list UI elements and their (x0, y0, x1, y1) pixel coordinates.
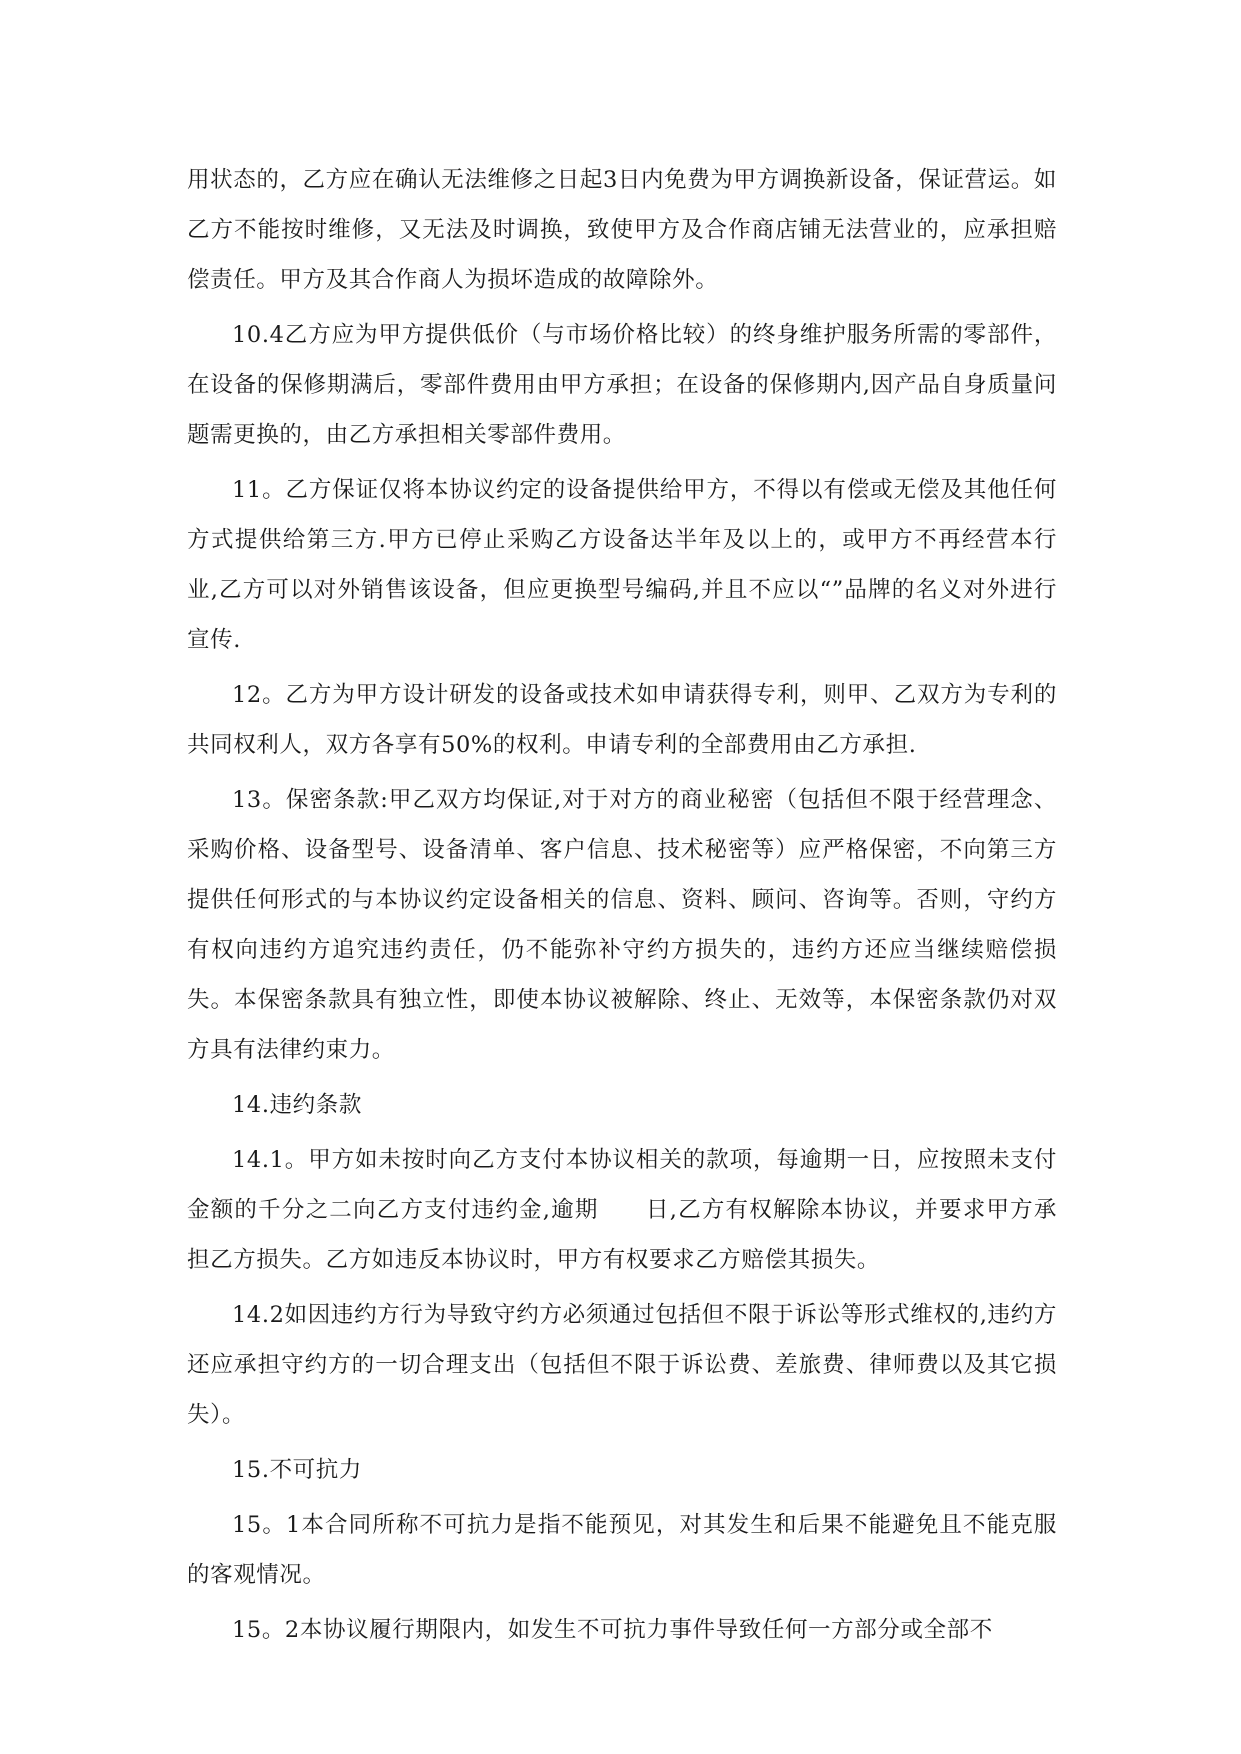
paragraph-14-2: 14.2如因违约方行为导致守约方必须通过包括但不限于诉讼等形式维权的,违约方还应承担守约方的一切合理支出（包括但不限于诉讼费、差旅费、律师费以及其它损失）。 (187, 1302, 1057, 1428)
paragraph-10-3-continuation: 用状态的，乙方应在确认无法维修之日起3日内免费为甲方调换新设备，保证营运。如乙方不能按时维修，又无法及时调换，致使甲方及合作商店铺无法营业的，应承担赔偿责任。甲方及其合作商人为损坏造成的故障除外。 (187, 167, 1057, 293)
contract-body (187, 155, 1057, 1660)
heading-15-force-majeure: 15.不可抗力 (232, 1457, 362, 1483)
paragraph-10-4: 10.4乙方应为甲方提供低价（与市场价格比较）的终身维护服务所需的零部件，在设备的保修期满后，零部件费用由甲方承担；在设备的保修期内,因产品自身质量问题需更换的，由乙方承担相关零部件费用。 (187, 322, 1057, 448)
paragraph-13-confidentiality: 13。保密条款:甲乙双方均保证,对于对方的商业秘密（包括但不限于经营理念、采购价格、设备型号、设备清单、客户信息、技术秘密等）应严格保密，不向第三方提供任何形式的与本协议约定设备相关的信息、资料、顾问、咨询等。否则，守约方有权向违约方追究违约责任，仍不能弥补守约方损失的，违约方还应当继续赔偿损失。本保密条款具有独立性，即使本协议被解除、终止、无效等，本保密条款仍对双方具有法律约束力。 (187, 787, 1057, 1063)
heading-14-breach: 14.违约条款 (232, 1092, 362, 1118)
paragraph-15-2: 15。2本协议履行期限内，如发生不可抗力事件导致任何一方部分或全部不 (232, 1617, 993, 1643)
paragraph-15-1: 15。1本合同所称不可抗力是指不能预见，对其发生和后果不能避免且不能克服的客观情况。 (187, 1512, 1057, 1588)
paragraph-11: 11。乙方保证仅将本协议约定的设备提供给甲方，不得以有偿或无偿及其他任何方式提供给第三方.甲方已停止采购乙方设备达半年及以上的，或甲方不再经营本行业,乙方可以对外销售该设备，但应更换型号编码,并且不应以“”品牌的名义对外进行宣传. (187, 477, 1057, 653)
paragraph-14-1: 14.1。甲方如未按时向乙方支付本协议相关的款项，每逾期一日，应按照未支付金额的千分之二向乙方支付违约金,逾期 日,乙方有权解除本协议，并要求甲方承担乙方损失。乙方如违反本协议时，甲方有权要求乙方赔偿其损失。 (187, 1147, 1057, 1273)
paragraph-12: 12。乙方为甲方设计研发的设备或技术如申请获得专利，则甲、乙双方为专利的共同权利人，双方各享有50%的权利。申请专利的全部费用由乙方承担. (187, 682, 1057, 758)
